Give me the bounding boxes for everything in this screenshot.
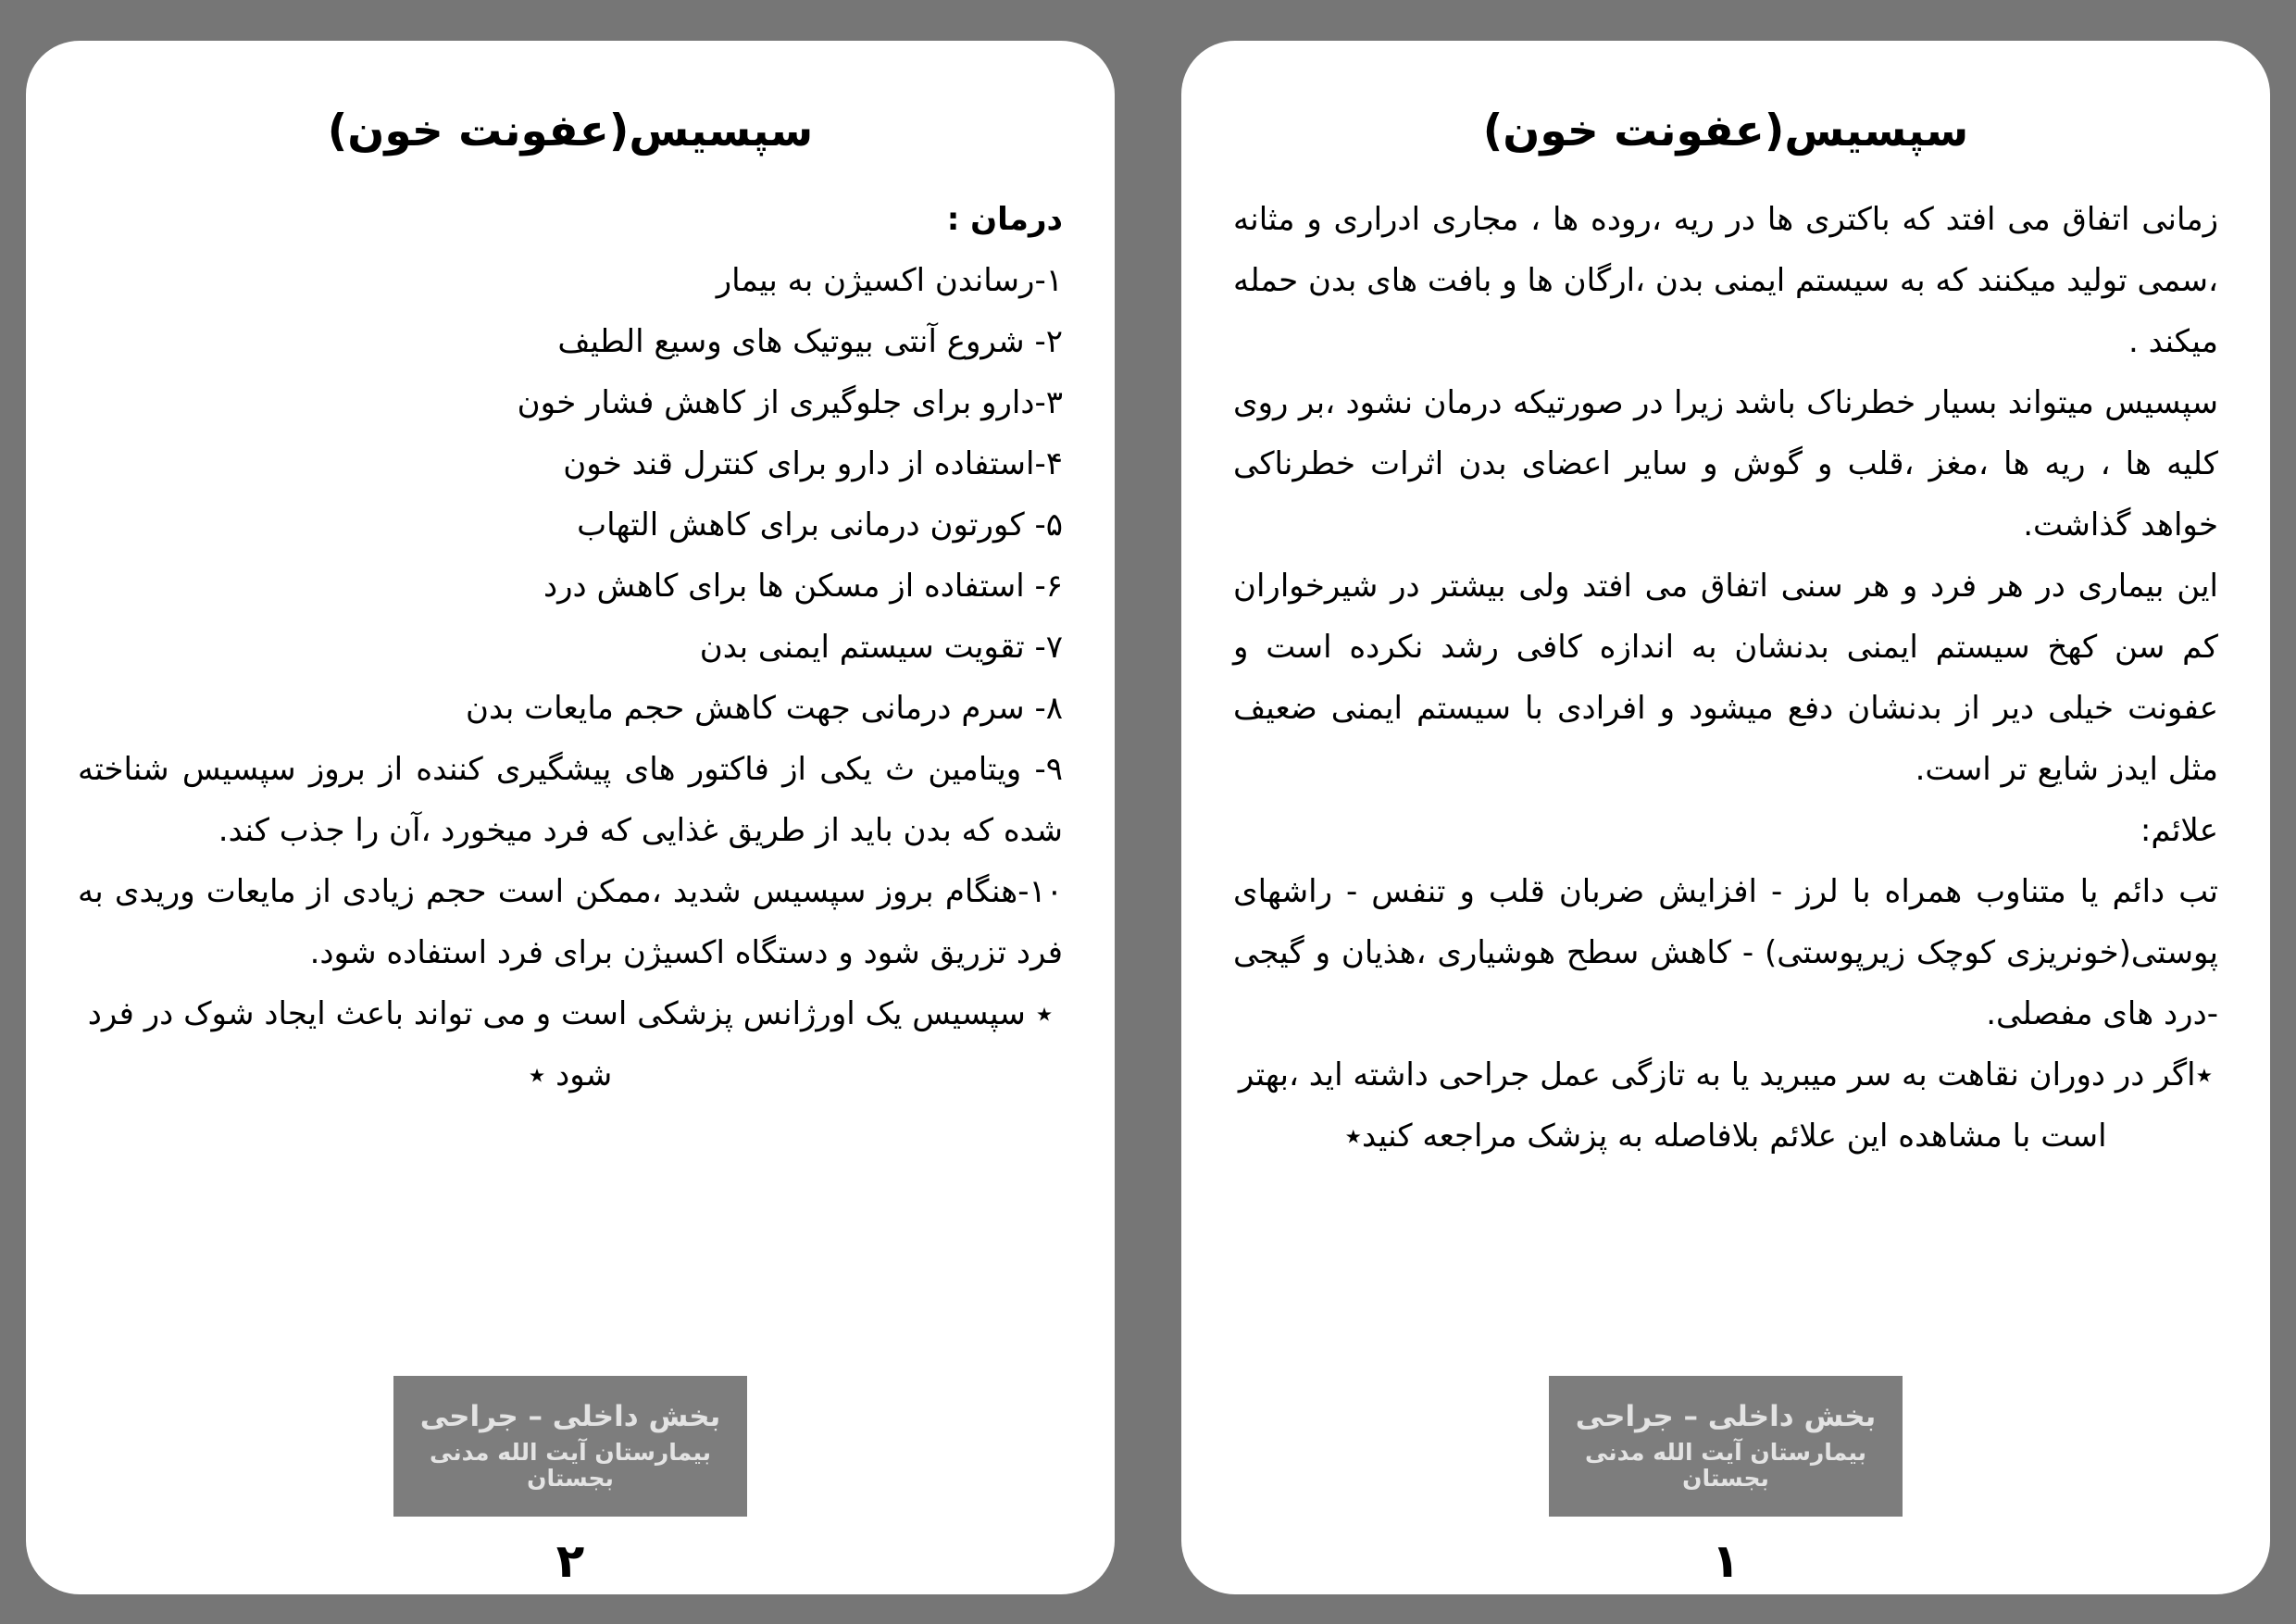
page-title: سپسیس(عفونت خون) xyxy=(1482,106,1969,156)
paragraph-definition: زمانی اتفاق می افتد که باکتری ها در ریه ،روده ها ، مجاری ادراری و مثانه ،سمی تولید میکنند که به سیستم ایمنی بدن ،ارگان ها و بافت های بدن حمله میکند . xyxy=(1233,201,2218,360)
paragraph-risk-groups: این بیماری در هر فرد و هر سنی اتفاق می افتد ولی بیشتر در شیرخواران کم سن کهخ سیستم ایمنی بدنشان به اندازه کافی رشد نکرده است و عفونت خیلی دیر از بدنشان دفع میشود و افرادی با سیستم ایمنی ضعیف مثل ایدز شایع تر است. xyxy=(1233,568,2218,788)
department-name: بخش داخلی – جراحی xyxy=(1575,1400,1877,1433)
page-title: سپسیس(عفونت خون) xyxy=(327,106,814,156)
hospital-name: بیمارستان آیت الله مدنی بجستان xyxy=(1584,1439,1867,1492)
paragraph-danger: سپسیس میتواند بسیار خطرناک باشد زیرا در صورتیکه درمان نشود ،بر روی کلیه ها ، ریه ها ،مغز ،قلب و گوش و سایر اعضای بدن اثرات خطرناکی خواهد گذاشت. xyxy=(1233,384,2218,543)
page-treatment xyxy=(26,41,1115,1594)
department-footer-box xyxy=(1549,1376,1903,1517)
shock-warning-note: ٭ سپسیس یک اورژانس پزشکی است و می تواند باعث ایجاد شوک در فرد شود ٭ xyxy=(87,995,1054,1093)
treatment-item: ۳-دارو برای جلوگیری از کاهش فشار خون xyxy=(517,384,1063,421)
treatment-item: ۶- استفاده از مسکن ها برای کاهش درد xyxy=(543,568,1063,605)
symptoms-heading: علائم: xyxy=(2140,812,2218,849)
page-number: ۲ xyxy=(555,1534,585,1588)
treatment-item: ۷- تقویت سیستم ایمنی بدن xyxy=(699,629,1063,666)
doctor-visit-note: ٭اگر در دوران نقاهت به سر میبرید یا به تازگی عمل جراحی داشته اید ،بهتر است با مشاهده این علائم بلافاصله به پزشک مراجعه کنید٭ xyxy=(1238,1056,2214,1155)
treatment-item: ۸- سرم درمانی جهت کاهش حجم مایعات بدن xyxy=(466,690,1063,727)
department-footer-box xyxy=(393,1376,747,1517)
treatment-item: ۲- شروع آنتی بیوتیک های وسیع الطیف xyxy=(557,323,1063,360)
hospital-name: بیمارستان آیت الله مدنی بجستان xyxy=(429,1439,712,1492)
department-name: بخش داخلی – جراحی xyxy=(419,1400,721,1433)
page-number: ۱ xyxy=(1711,1534,1741,1588)
treatment-item: ۴-استفاده از دارو برای کنترل قند خون xyxy=(563,445,1063,482)
treatment-heading: درمان : xyxy=(946,201,1063,238)
treatment-item: ۱-رساندن اکسیژن به بیمار xyxy=(716,262,1063,299)
treatment-item: ۹- ویتامین ث یکی از فاکتور های پیشگیری کننده از بروز سپسیس شناخته شده که بدن باید از طریق غذایی که فرد میخورد ،آن را جذب کند. xyxy=(78,751,1063,849)
treatment-section xyxy=(78,189,1063,1106)
page-overview xyxy=(1181,41,2270,1594)
overview-section xyxy=(1233,189,2218,1167)
treatment-item: ۱۰-هنگام بروز سپسیس شدید ،ممکن است حجم زیادی از مایعات وریدی به فرد تزریق شود و دستگاه اکسیژن برای فرد استفاده شود. xyxy=(78,873,1063,971)
symptoms-text: تب دائم یا متناوب همراه با لرز - افزایش ضربان قلب و تنفس - راشهای پوستی(خونریزی کوچک زیرپوستی) - کاهش سطح هوشیاری ،هذیان و گیجی -درد های مفصلی. xyxy=(1233,873,2218,1032)
treatment-item: ۵- کورتون درمانی برای کاهش التهاب xyxy=(577,506,1063,543)
